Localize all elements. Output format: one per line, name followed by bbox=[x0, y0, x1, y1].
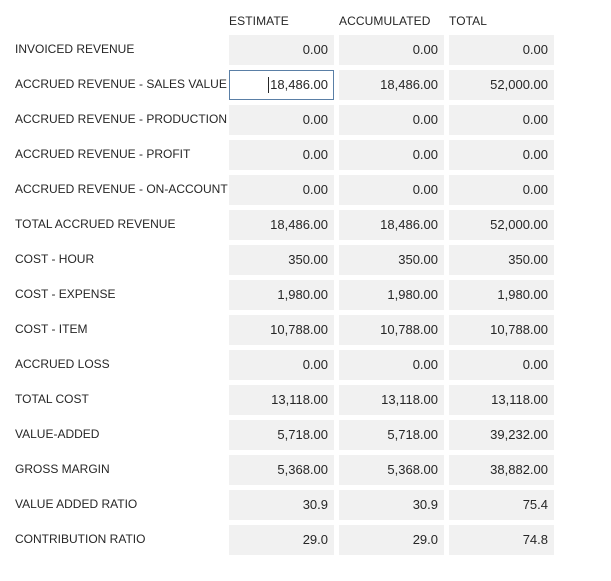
row-label: CONTRIBUTION RATIO bbox=[15, 532, 146, 546]
accumulated-field[interactable]: 0.00 bbox=[339, 35, 444, 65]
total-field[interactable]: 52,000.00 bbox=[449, 210, 554, 240]
total-field[interactable]: 0.00 bbox=[449, 175, 554, 205]
total-field[interactable]: 74.8 bbox=[449, 525, 554, 555]
row-label: COST - ITEM bbox=[15, 322, 88, 336]
accumulated-field[interactable]: 5,368.00 bbox=[339, 455, 444, 485]
estimate-field[interactable]: 18,486.00 bbox=[229, 210, 334, 240]
estimate-field[interactable]: 0.00 bbox=[229, 140, 334, 170]
row-label: ACCRUED REVENUE - ON-ACCOUNT bbox=[15, 182, 228, 196]
estimate-field[interactable]: 10,788.00 bbox=[229, 315, 334, 345]
accumulated-field[interactable]: 0.00 bbox=[339, 140, 444, 170]
total-field[interactable]: 10,788.00 bbox=[449, 315, 554, 345]
row-label: ACCRUED REVENUE - PROFIT bbox=[15, 147, 191, 161]
estimate-field[interactable]: 29.0 bbox=[229, 525, 334, 555]
accumulated-field[interactable]: 1,980.00 bbox=[339, 280, 444, 310]
accumulated-field[interactable]: 18,486.00 bbox=[339, 70, 444, 100]
estimate-field[interactable]: 1,980.00 bbox=[229, 280, 334, 310]
row-contribution-ratio bbox=[0, 522, 611, 557]
total-field[interactable]: 0.00 bbox=[449, 35, 554, 65]
estimate-field[interactable]: 13,118.00 bbox=[229, 385, 334, 415]
row-cost-hour bbox=[0, 242, 611, 277]
row-label: ACCRUED LOSS bbox=[15, 357, 110, 371]
row-accrued-loss bbox=[0, 347, 611, 382]
row-value-added-ratio bbox=[0, 487, 611, 522]
total-field[interactable]: 1,980.00 bbox=[449, 280, 554, 310]
total-field[interactable]: 13,118.00 bbox=[449, 385, 554, 415]
estimate-field[interactable]: 0.00 bbox=[229, 350, 334, 380]
estimate-field[interactable]: 30.9 bbox=[229, 490, 334, 520]
row-total-cost bbox=[0, 382, 611, 417]
row-label: GROSS MARGIN bbox=[15, 462, 110, 476]
row-cost-expense bbox=[0, 277, 611, 312]
accumulated-field[interactable]: 10,788.00 bbox=[339, 315, 444, 345]
accumulated-field[interactable]: 13,118.00 bbox=[339, 385, 444, 415]
total-field[interactable]: 0.00 bbox=[449, 140, 554, 170]
row-gross-margin bbox=[0, 452, 611, 487]
estimate-field[interactable]: 0.00 bbox=[229, 35, 334, 65]
accumulated-field[interactable]: 29.0 bbox=[339, 525, 444, 555]
row-label: TOTAL ACCRUED REVENUE bbox=[15, 217, 176, 231]
row-label: VALUE ADDED RATIO bbox=[15, 497, 138, 511]
total-field[interactable]: 350.00 bbox=[449, 245, 554, 275]
estimate-field-value: 18,486.00 bbox=[270, 77, 328, 92]
column-headers bbox=[229, 14, 559, 32]
row-accrued-revenue-production bbox=[0, 102, 611, 137]
estimate-field[interactable]: 0.00 bbox=[229, 105, 334, 135]
column-header-accumulated: ACCUMULATED bbox=[339, 14, 431, 28]
row-accrued-revenue-profit bbox=[0, 137, 611, 172]
row-label: ACCRUED REVENUE - SALES VALUE bbox=[15, 77, 227, 91]
row-label: VALUE-ADDED bbox=[15, 427, 100, 441]
estimate-field[interactable]: 5,718.00 bbox=[229, 420, 334, 450]
total-field[interactable]: 0.00 bbox=[449, 350, 554, 380]
column-header-total: TOTAL bbox=[449, 14, 488, 28]
row-value-added bbox=[0, 417, 611, 452]
total-field[interactable]: 75.4 bbox=[449, 490, 554, 520]
row-accrued-revenue-on-account bbox=[0, 172, 611, 207]
row-total-accrued-revenue bbox=[0, 207, 611, 242]
row-label: COST - HOUR bbox=[15, 252, 95, 266]
accumulated-field[interactable]: 350.00 bbox=[339, 245, 444, 275]
row-label: COST - EXPENSE bbox=[15, 287, 116, 301]
estimate-field[interactable]: 0.00 bbox=[229, 175, 334, 205]
row-label: INVOICED REVENUE bbox=[15, 42, 135, 56]
estimate-field[interactable]: 350.00 bbox=[229, 245, 334, 275]
total-field[interactable]: 39,232.00 bbox=[449, 420, 554, 450]
accumulated-field[interactable]: 0.00 bbox=[339, 105, 444, 135]
accumulated-field[interactable]: 0.00 bbox=[339, 350, 444, 380]
accumulated-field[interactable]: 18,486.00 bbox=[339, 210, 444, 240]
accumulated-field[interactable]: 5,718.00 bbox=[339, 420, 444, 450]
accumulated-field[interactable]: 30.9 bbox=[339, 490, 444, 520]
total-field[interactable]: 0.00 bbox=[449, 105, 554, 135]
row-label: TOTAL COST bbox=[15, 392, 89, 406]
estimate-field-active[interactable] bbox=[229, 70, 334, 100]
row-label: ACCRUED REVENUE - PRODUCTION bbox=[15, 112, 228, 126]
accumulated-field[interactable]: 0.00 bbox=[339, 175, 444, 205]
row-accrued-revenue-sales-value bbox=[0, 67, 611, 102]
text-caret bbox=[268, 77, 269, 93]
total-field[interactable]: 38,882.00 bbox=[449, 455, 554, 485]
row-invoiced-revenue bbox=[0, 32, 611, 67]
estimate-field[interactable]: 5,368.00 bbox=[229, 455, 334, 485]
row-cost-item bbox=[0, 312, 611, 347]
total-field[interactable]: 52,000.00 bbox=[449, 70, 554, 100]
summary-grid bbox=[0, 32, 611, 557]
column-header-estimate: ESTIMATE bbox=[229, 14, 289, 28]
